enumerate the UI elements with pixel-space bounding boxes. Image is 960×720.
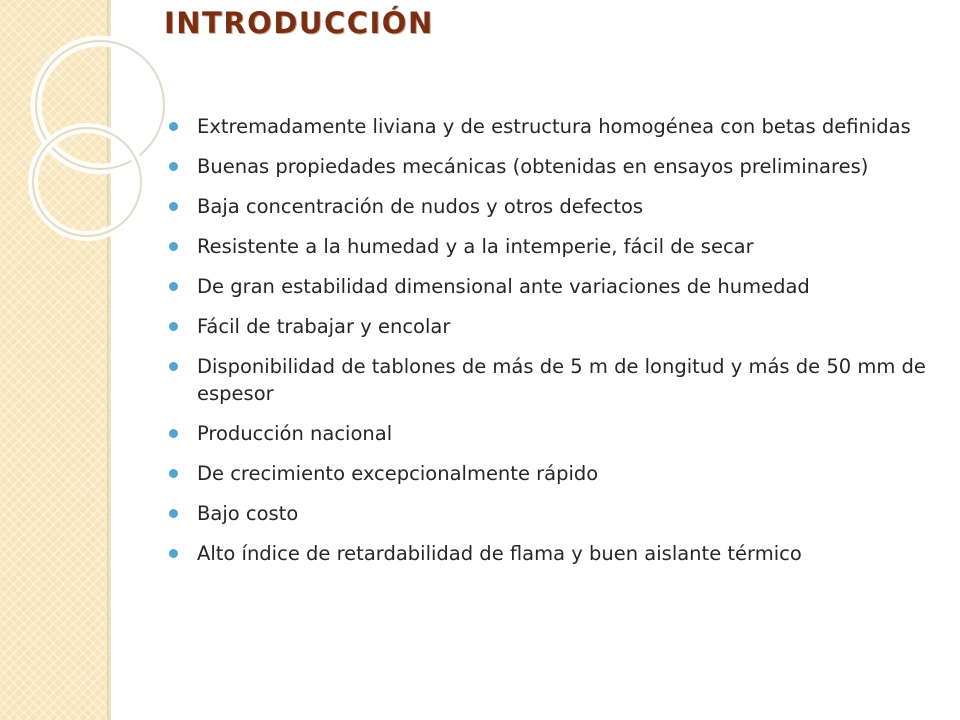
bullet-text: Extremadamente liviana y de estructura homogénea con betas definidas xyxy=(197,115,911,138)
bullet-dot-icon xyxy=(169,242,178,251)
bullet-dot-icon xyxy=(169,322,178,331)
bullet-list xyxy=(168,113,928,580)
slide-title: INTRODUCCIÓN xyxy=(164,6,434,40)
bullet-dot-icon xyxy=(169,429,178,438)
bullet-text: Resistente a la humedad y a la intemperie, fácil de secar xyxy=(197,235,754,258)
bullet-dot-icon xyxy=(169,202,178,211)
bullet-item xyxy=(168,153,928,180)
bullet-text: Producción nacional xyxy=(197,422,393,445)
bullet-item xyxy=(168,113,928,140)
bullet-text: Buenas propiedades mecánicas (obtenidas en ensayos preliminares) xyxy=(197,155,869,178)
bullet-text: De gran estabilidad dimensional ante variaciones de humedad xyxy=(197,275,810,298)
bullet-dot-icon xyxy=(169,509,178,518)
bullet-item xyxy=(168,193,928,220)
ring-small-outline xyxy=(33,128,141,236)
bullet-item xyxy=(168,540,928,567)
bullet-dot-icon xyxy=(169,362,178,371)
bullet-text: De crecimiento excepcionalmente rápido xyxy=(197,462,599,485)
bullet-dot-icon xyxy=(169,549,178,558)
bullet-item xyxy=(168,233,928,260)
bullet-text: Bajo costo xyxy=(197,502,299,525)
bullet-dot-icon xyxy=(169,282,178,291)
bullet-text: Alto índice de retardabilidad de flama y buen aislante térmico xyxy=(197,542,802,565)
bullet-item xyxy=(168,420,928,447)
bullet-item xyxy=(168,353,928,407)
bullet-item xyxy=(168,460,928,487)
bullet-dot-icon xyxy=(169,469,178,478)
bullet-item xyxy=(168,273,928,300)
bullet-dot-icon xyxy=(169,162,178,171)
bullet-item xyxy=(168,313,928,340)
bullet-dot-icon xyxy=(169,122,178,131)
bullet-text: Baja concentración de nudos y otros defectos xyxy=(197,195,644,218)
bullet-text: Disponibilidad de tablones de más de 5 m de longitud y más de 50 mm de espesor xyxy=(197,355,926,405)
bullet-text: Fácil de trabajar y encolar xyxy=(197,315,451,338)
ring-large-outline xyxy=(36,41,164,169)
bullet-item xyxy=(168,500,928,527)
